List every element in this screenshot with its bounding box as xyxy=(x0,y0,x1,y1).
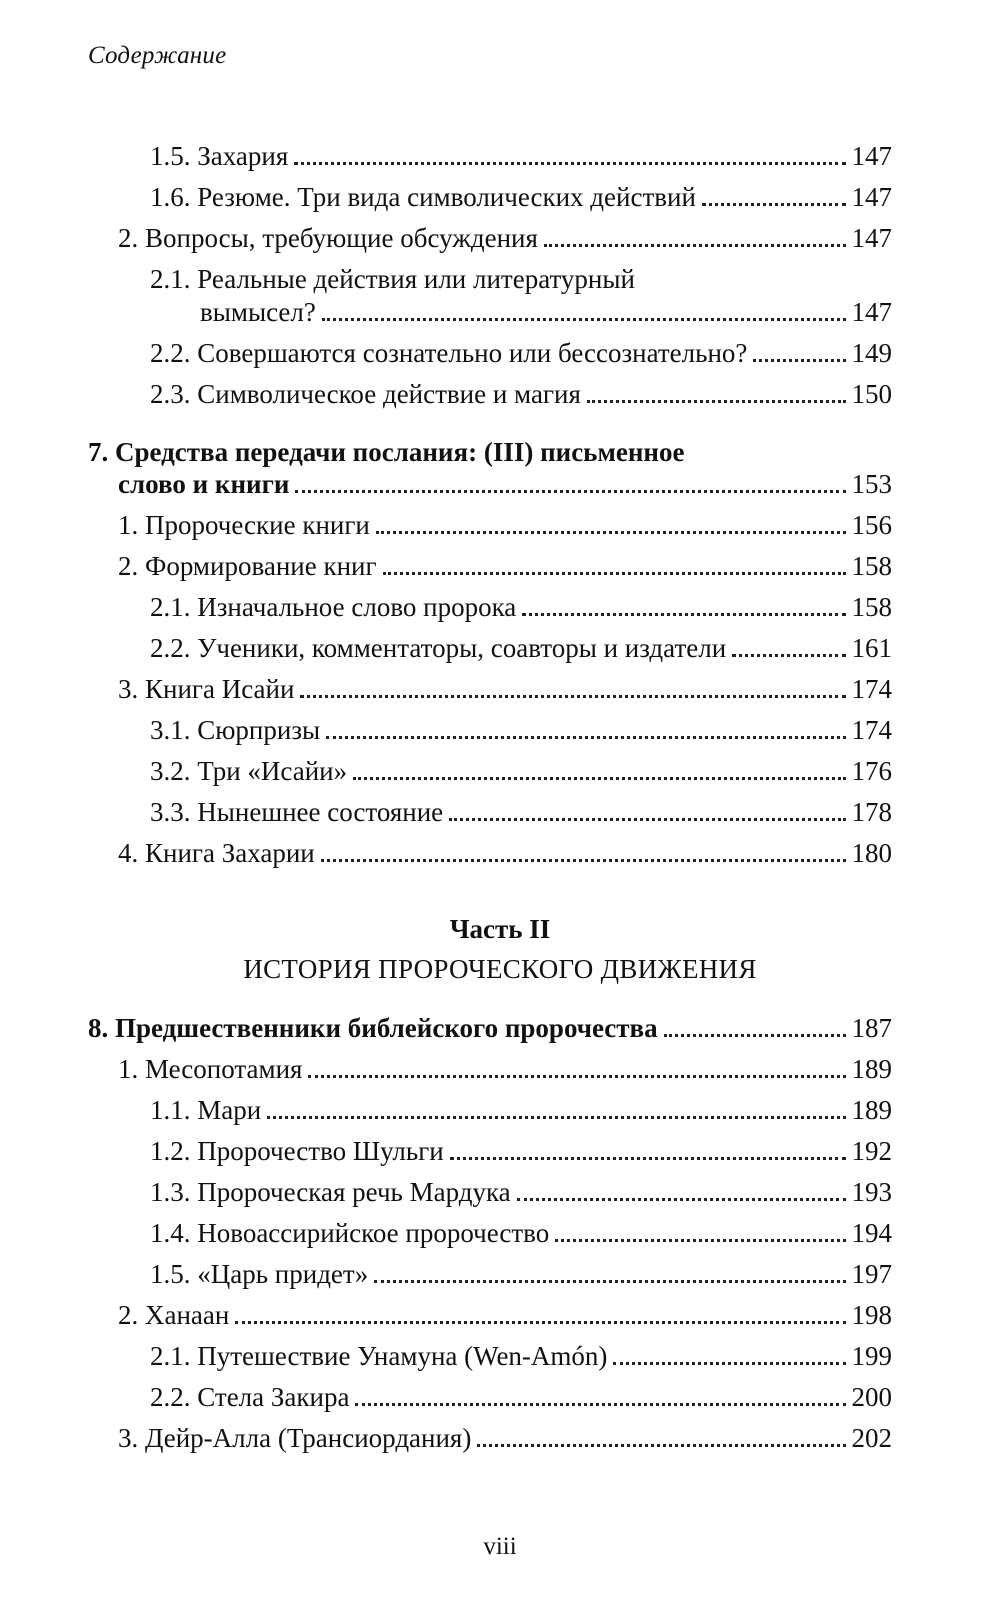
toc-entry-title: 3.2. Три «Исайи» xyxy=(150,756,348,786)
toc-entry xyxy=(118,509,892,541)
toc-entry-page: 198 xyxy=(851,1300,892,1330)
toc-entry-page: 147 xyxy=(851,141,892,171)
dot-leader xyxy=(450,1157,846,1160)
toc-entry xyxy=(118,837,892,869)
toc-entry-title: 2.2. Стела Закира xyxy=(150,1382,350,1412)
toc-entry xyxy=(118,222,892,254)
toc-entry-title: 4. Книга Захарии xyxy=(118,838,315,868)
toc-entry xyxy=(150,337,892,369)
toc-entry-title: 1.5. «Царь придет» xyxy=(150,1259,369,1289)
toc-entry-page: 189 xyxy=(851,1054,892,1084)
toc-entry-page: 193 xyxy=(851,1177,892,1207)
toc-entry-title: 1.3. Пророческая речь Мардука xyxy=(150,1177,511,1207)
toc-entry-page: 147 xyxy=(851,223,892,253)
toc-entry-page: 153 xyxy=(851,469,892,499)
chapter-title-line1: 7. Средства передачи послания: (III) письменное xyxy=(88,437,685,467)
dot-leader xyxy=(732,654,845,657)
dot-leader xyxy=(326,736,845,739)
toc-entry-page: 178 xyxy=(851,797,892,827)
toc-entry xyxy=(118,673,892,705)
toc-entry-title-line1: 2.1. Реальные действия или литературный xyxy=(150,264,635,294)
toc-entry-page: 180 xyxy=(851,838,892,868)
toc-entry xyxy=(150,1340,892,1372)
toc-entry-page: 187 xyxy=(851,1013,892,1043)
running-head: Содержание xyxy=(88,42,227,69)
toc-entry-page: 147 xyxy=(851,297,892,327)
dot-leader xyxy=(374,1280,845,1283)
toc-entry-title: слово и книги xyxy=(118,469,290,499)
toc-entry xyxy=(150,140,892,172)
toc-entry-page: 202 xyxy=(851,1423,892,1453)
dot-leader xyxy=(308,1075,845,1078)
toc-entry-page: 147 xyxy=(851,182,892,212)
toc-entry xyxy=(118,1053,892,1085)
toc-entry-page: 161 xyxy=(851,633,892,663)
toc-entry-page: 174 xyxy=(851,674,892,704)
toc-chapter xyxy=(118,468,892,500)
toc-entry-title: 3.3. Нынешнее состояние xyxy=(150,797,444,827)
toc-entry-page: 197 xyxy=(851,1259,892,1289)
toc-entry-title: 2.3. Символическое действие и магия xyxy=(150,379,581,409)
page-number: viii xyxy=(483,1533,517,1560)
toc-entry xyxy=(118,1422,892,1454)
dot-leader xyxy=(383,572,846,575)
toc-entry xyxy=(150,714,892,746)
toc-entry xyxy=(118,1299,892,1331)
dot-leader xyxy=(587,400,846,403)
toc-entry-title: 1.4. Новоассирийское пророчество xyxy=(150,1218,550,1248)
toc-entry xyxy=(200,296,892,328)
toc-entry-page: 150 xyxy=(851,379,892,409)
dot-leader xyxy=(355,1403,845,1406)
toc-entry-title: 8. Предшественники библейского пророчества xyxy=(88,1013,658,1043)
toc-entry-title: 1.6. Резюме. Три вида символических действий xyxy=(150,182,696,212)
dot-leader xyxy=(522,613,845,616)
toc-entry xyxy=(150,796,892,828)
dot-leader xyxy=(235,1321,845,1324)
dot-leader xyxy=(664,1034,846,1037)
dot-leader xyxy=(555,1239,845,1242)
toc-entry-title: 1.2. Пророчество Шульги xyxy=(150,1136,444,1166)
dot-leader xyxy=(477,1444,845,1447)
dot-leader xyxy=(753,359,845,362)
toc-entry-page: 174 xyxy=(851,715,892,745)
dot-leader xyxy=(353,777,845,780)
dot-leader xyxy=(295,490,845,493)
toc-entry-page: 158 xyxy=(851,551,892,581)
toc-entry-page: 192 xyxy=(851,1136,892,1166)
toc-entry xyxy=(150,755,892,787)
toc-chapter xyxy=(88,1012,892,1044)
toc-entry xyxy=(150,1094,892,1126)
toc-entry-page: 199 xyxy=(851,1341,892,1371)
toc-entry-title: 1. Пророческие книги xyxy=(118,510,370,540)
toc-entry-page: 189 xyxy=(851,1095,892,1125)
part-title: ИСТОРИЯ ПРОРОЧЕСКОГО ДВИЖЕНИЯ xyxy=(243,954,757,984)
toc-entry-title: 3. Дейр-Алла (Трансиордания) xyxy=(118,1423,472,1453)
dot-leader xyxy=(322,318,846,321)
toc-entry xyxy=(150,378,892,410)
dot-leader xyxy=(517,1198,846,1201)
dot-leader xyxy=(613,1362,845,1365)
toc-entry-page: 158 xyxy=(851,592,892,622)
toc-entry-title: 2. Вопросы, требующие обсуждения xyxy=(118,223,538,253)
dot-leader xyxy=(702,203,846,206)
toc-entry-page: 176 xyxy=(851,756,892,786)
toc-entry-page: 194 xyxy=(851,1218,892,1248)
toc-entry-title: 1.1. Мари xyxy=(150,1095,262,1125)
toc-entry-title: вымысел? xyxy=(200,297,316,327)
toc-entry xyxy=(150,1258,892,1290)
dot-leader xyxy=(376,531,846,534)
toc-entry xyxy=(150,1381,892,1413)
dot-leader xyxy=(449,818,845,821)
toc-entry xyxy=(150,1217,892,1249)
part-label: Часть II xyxy=(449,914,551,944)
toc-entry-title: 3.1. Сюрпризы xyxy=(150,715,321,745)
toc-entry-title: 2.1. Изначальное слово пророка xyxy=(150,592,517,622)
toc-entry-title: 2.1. Путешествие Унамуна (Wen-Amón) xyxy=(150,1341,608,1371)
toc-entry-title: 2.2. Совершаются сознательно или бессознательно? xyxy=(150,338,748,368)
dot-leader xyxy=(267,1116,845,1119)
toc-entry-title: 3. Книга Исайи xyxy=(118,674,295,704)
toc-entry-page: 156 xyxy=(851,510,892,540)
toc-entry xyxy=(150,632,892,664)
toc-entry-title: 2.2. Ученики, комментаторы, соавторы и издатели xyxy=(150,633,727,663)
toc-entry-page: 200 xyxy=(851,1382,892,1412)
dot-leader xyxy=(300,695,845,698)
toc-entry xyxy=(150,1176,892,1208)
toc-entry-title: 1. Месопотамия xyxy=(118,1054,303,1084)
toc-entry-title: 2. Ханаан xyxy=(118,1300,230,1330)
toc-entry-page: 149 xyxy=(851,338,892,368)
toc-entry xyxy=(150,1135,892,1167)
toc-entry-title: 1.5. Захария xyxy=(150,141,289,171)
toc-entry xyxy=(118,550,892,582)
toc-entry xyxy=(150,181,892,213)
dot-leader xyxy=(321,859,846,862)
toc-entry-title: 2. Формирование книг xyxy=(118,551,377,581)
dot-leader xyxy=(294,162,845,165)
dot-leader xyxy=(544,244,846,247)
toc-entry xyxy=(150,591,892,623)
